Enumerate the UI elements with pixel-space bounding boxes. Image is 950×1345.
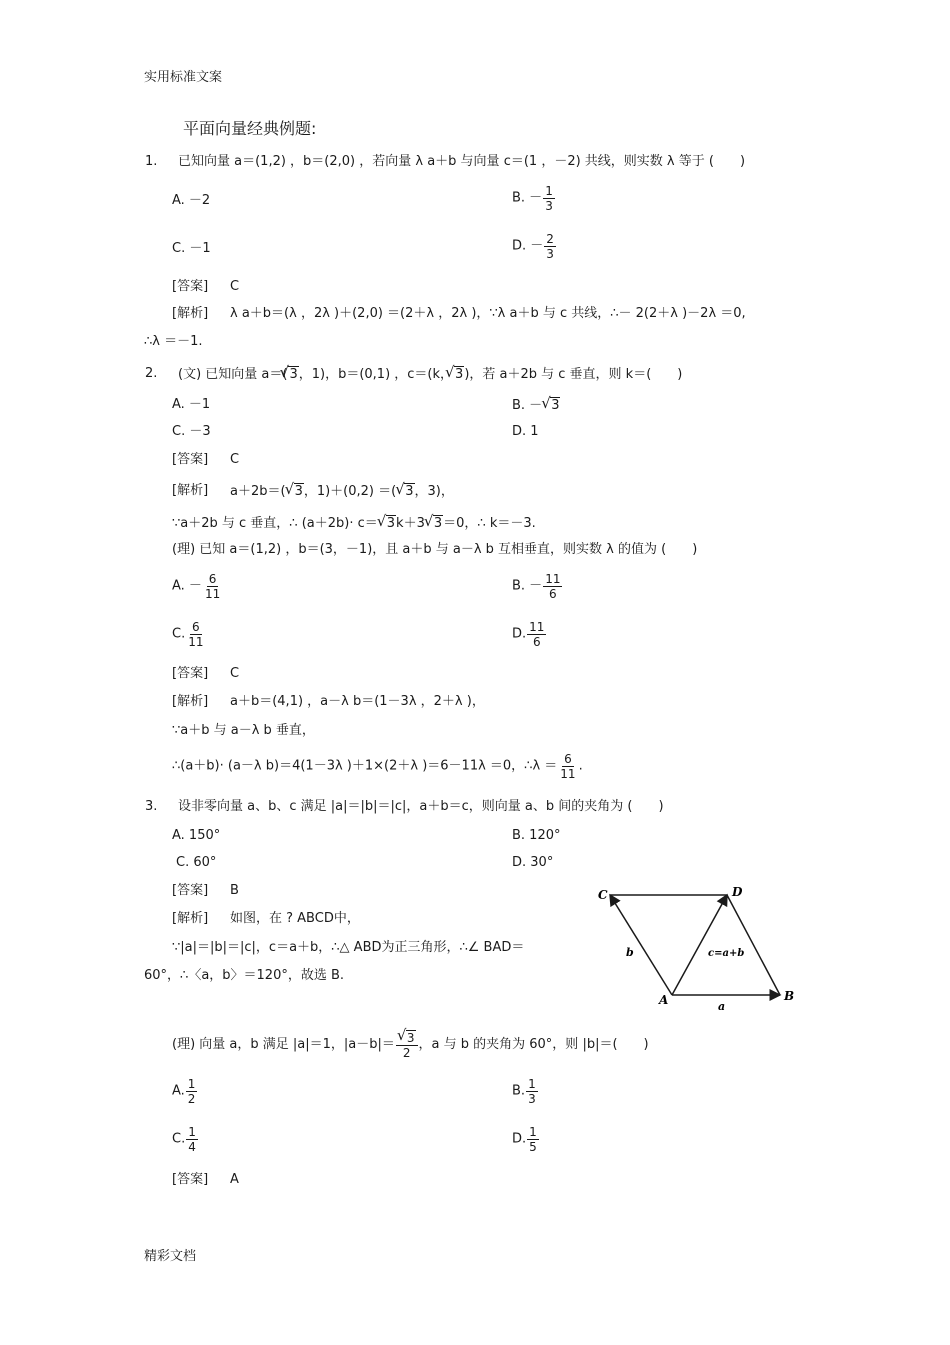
text: (理) 向量 a，b 满足 |a|＝1，|a－b|＝	[172, 1037, 395, 1052]
text: ，1)，b＝(0,1) ，c＝(k，	[298, 367, 454, 382]
answer-value: A	[230, 1172, 239, 1187]
denominator: 2	[402, 1046, 411, 1060]
option-c: C. －3	[172, 424, 211, 439]
option-c	[172, 1125, 199, 1154]
denominator: 2	[187, 1092, 196, 1106]
analysis-label: [解析]	[172, 306, 209, 321]
question-stem: 设非零向量 a、b、c 满足 |a|＝|b|＝|c|，a＋b＝c，则向量 a、b 间的夹角为 ( )	[178, 799, 664, 814]
page-footer: 精彩文档	[144, 1249, 197, 1264]
answer-value: C	[230, 279, 240, 294]
analysis-text	[172, 515, 536, 532]
analysis-text: ∵a＋b 与 a－λ b 垂直，	[172, 723, 315, 738]
numerator: 6	[192, 620, 200, 634]
text: ∴(a＋b)· (a－λ b)＝4(1－3λ )＋1×(2＋λ )＝6－11λ ＝0，∴λ ＝	[172, 758, 558, 774]
denominator: 5	[529, 1140, 537, 1154]
fraction	[186, 1125, 198, 1154]
numerator: 6	[208, 572, 217, 586]
answer-value: C	[230, 666, 240, 681]
option-label: C.	[172, 626, 186, 642]
option-c	[172, 620, 207, 649]
text: ，1)＋(0,2) ＝(	[303, 484, 397, 499]
denominator: 3	[545, 199, 553, 213]
option-d	[512, 620, 547, 649]
answer-value: B	[230, 883, 239, 898]
option-a: A. －1	[172, 397, 211, 412]
fraction	[558, 752, 577, 781]
sqrt: √ 3	[288, 366, 298, 383]
numerator	[396, 1030, 418, 1046]
option-label: D.	[512, 626, 527, 642]
option-d	[512, 232, 557, 261]
fraction	[544, 232, 556, 261]
fraction	[527, 620, 546, 649]
sqrt: √ 3	[433, 515, 443, 532]
question-number: 2.	[145, 366, 158, 381]
option-a	[172, 1077, 198, 1106]
analysis-text: 60°，∴〈a，b〉＝120°，故选 B.	[144, 968, 345, 983]
option-label: B. －	[512, 578, 543, 594]
numerator: 1	[188, 1125, 196, 1139]
analysis-text: a＋b＝(4,1) ，a－λ b＝(1－3λ ，2＋λ )，	[230, 694, 485, 709]
page-header: 实用标准文案	[144, 70, 223, 85]
label-vector-c: c=a+b	[708, 948, 745, 959]
numerator: 1	[545, 184, 553, 198]
numerator: 6	[564, 752, 572, 766]
text: ＝0，∴ k＝－3.	[443, 516, 536, 531]
option-label: A. －	[172, 578, 202, 594]
denominator: 6	[532, 635, 541, 649]
answer-label: [答案]	[172, 452, 209, 467]
question-stem	[172, 1030, 649, 1060]
question-stem: 已知向量 a＝(1,2) ，b＝(2,0) ，若向量 λ a＋b 与向量 c＝(1 ，－2) 共线，则实数 λ 等于 ( )	[178, 154, 746, 169]
fraction	[543, 184, 555, 213]
sqrt: √ 3	[550, 397, 560, 414]
text: k＋3	[396, 516, 425, 531]
vector-b	[610, 895, 672, 995]
analysis-text: 如图，在 ? ABCD中，	[230, 911, 360, 926]
document-title: 平面向量经典例题:	[183, 119, 317, 138]
text: ，a 与 b 的夹角为 60°，则 |b|＝( )	[418, 1037, 649, 1052]
option-c: C. －1	[172, 241, 211, 256]
question-stem: (理) 已知 a＝(1,2) ，b＝(3，－1)，且 a＋b 与 a－λ b 互相垂直，则实数 λ 的值为 ( )	[172, 542, 698, 557]
option-label: A.	[172, 1083, 185, 1099]
option-a: A. 150°	[172, 828, 221, 843]
analysis-label: [解析]	[172, 483, 209, 498]
denominator: 11	[560, 767, 576, 781]
numerator: 2	[546, 232, 554, 246]
fraction	[543, 572, 562, 601]
text: ，3)，	[414, 484, 454, 499]
option-d	[512, 1125, 540, 1154]
denominator: 11	[204, 587, 221, 601]
numerator: 11	[545, 572, 561, 586]
analysis-text: λ a＋b＝(λ ，2λ )＋(2,0) ＝(2＋λ ，2λ )，∵λ a＋b 与 c 共线，∴－ 2(2＋λ )－2λ ＝0,	[230, 306, 746, 321]
denominator: 3	[546, 247, 554, 261]
text: .	[578, 758, 583, 774]
numerator: 1	[528, 1077, 536, 1091]
label-vector-b: b	[626, 946, 634, 959]
option-label: D. －	[512, 238, 544, 254]
edge-db	[727, 895, 780, 995]
numerator: 11	[529, 620, 545, 634]
fraction	[527, 1125, 539, 1154]
label-b-point: B	[784, 989, 795, 1003]
option-label: C.	[172, 1131, 186, 1147]
answer-value: C	[230, 452, 240, 467]
denominator: 11	[188, 635, 204, 649]
denominator: 4	[188, 1140, 196, 1154]
fraction	[186, 620, 205, 649]
fraction	[396, 1030, 418, 1060]
answer-label: [答案]	[172, 666, 209, 681]
option-d: D. 30°	[512, 855, 554, 870]
label-a-point: A	[659, 993, 669, 1007]
option-d: D. 1	[512, 424, 539, 439]
fraction	[526, 1077, 538, 1106]
denominator: 6	[549, 587, 557, 601]
option-label: B. －	[512, 398, 543, 413]
sqrt: √ 3	[386, 515, 396, 532]
question-number: 1.	[145, 154, 158, 169]
label-vector-a: a	[718, 1000, 726, 1013]
option-c: C. 60°	[176, 855, 217, 870]
option-b	[512, 184, 556, 213]
numerator: 1	[529, 1125, 537, 1139]
option-b: B. 120°	[512, 828, 561, 843]
option-label: B. －	[512, 190, 543, 206]
label-d: D	[732, 885, 743, 899]
analysis-text: ∴λ ＝－1.	[144, 334, 203, 349]
analysis-text	[230, 483, 454, 500]
fraction	[186, 1077, 198, 1106]
question-stem	[178, 366, 682, 383]
numerator: 1	[187, 1077, 196, 1091]
option-a	[172, 572, 223, 601]
option-b	[512, 1077, 539, 1106]
analysis-label: [解析]	[172, 694, 209, 709]
fraction	[203, 572, 222, 601]
question-number: 3.	[145, 799, 158, 814]
text: ∵a＋2b 与 c 垂直，∴ (a＋2b)· c＝	[172, 516, 378, 531]
vector-c	[672, 895, 727, 995]
sqrt: √ 3	[404, 483, 414, 500]
answer-label: [答案]	[172, 279, 209, 294]
option-b	[512, 572, 563, 601]
analysis-text	[172, 752, 583, 781]
analysis-label: [解析]	[172, 911, 209, 926]
parallelogram-figure	[590, 880, 805, 1015]
option-label: D.	[512, 1131, 527, 1147]
sqrt: √ 3	[294, 483, 304, 500]
option-b	[512, 397, 560, 414]
option-label: B.	[512, 1083, 526, 1099]
option-a: A. －2	[172, 193, 211, 208]
answer-label: [答案]	[172, 883, 209, 898]
text: (文) 已知向量 a＝(	[178, 367, 288, 382]
sqrt: √ 3	[454, 366, 464, 383]
label-c: C	[598, 888, 608, 902]
answer-label: [答案]	[172, 1172, 209, 1187]
sqrt: √ 3	[406, 1030, 416, 1045]
denominator: 3	[528, 1092, 536, 1106]
text: )，若 a＋2b 与 c 垂直，则 k＝( )	[464, 367, 683, 382]
text: a＋2b＝(	[230, 484, 286, 499]
analysis-text: ∵|a|＝|b|＝|c|，c＝a＋b，∴△ ABD为正三角形，∴∠ BAD＝	[172, 940, 525, 955]
